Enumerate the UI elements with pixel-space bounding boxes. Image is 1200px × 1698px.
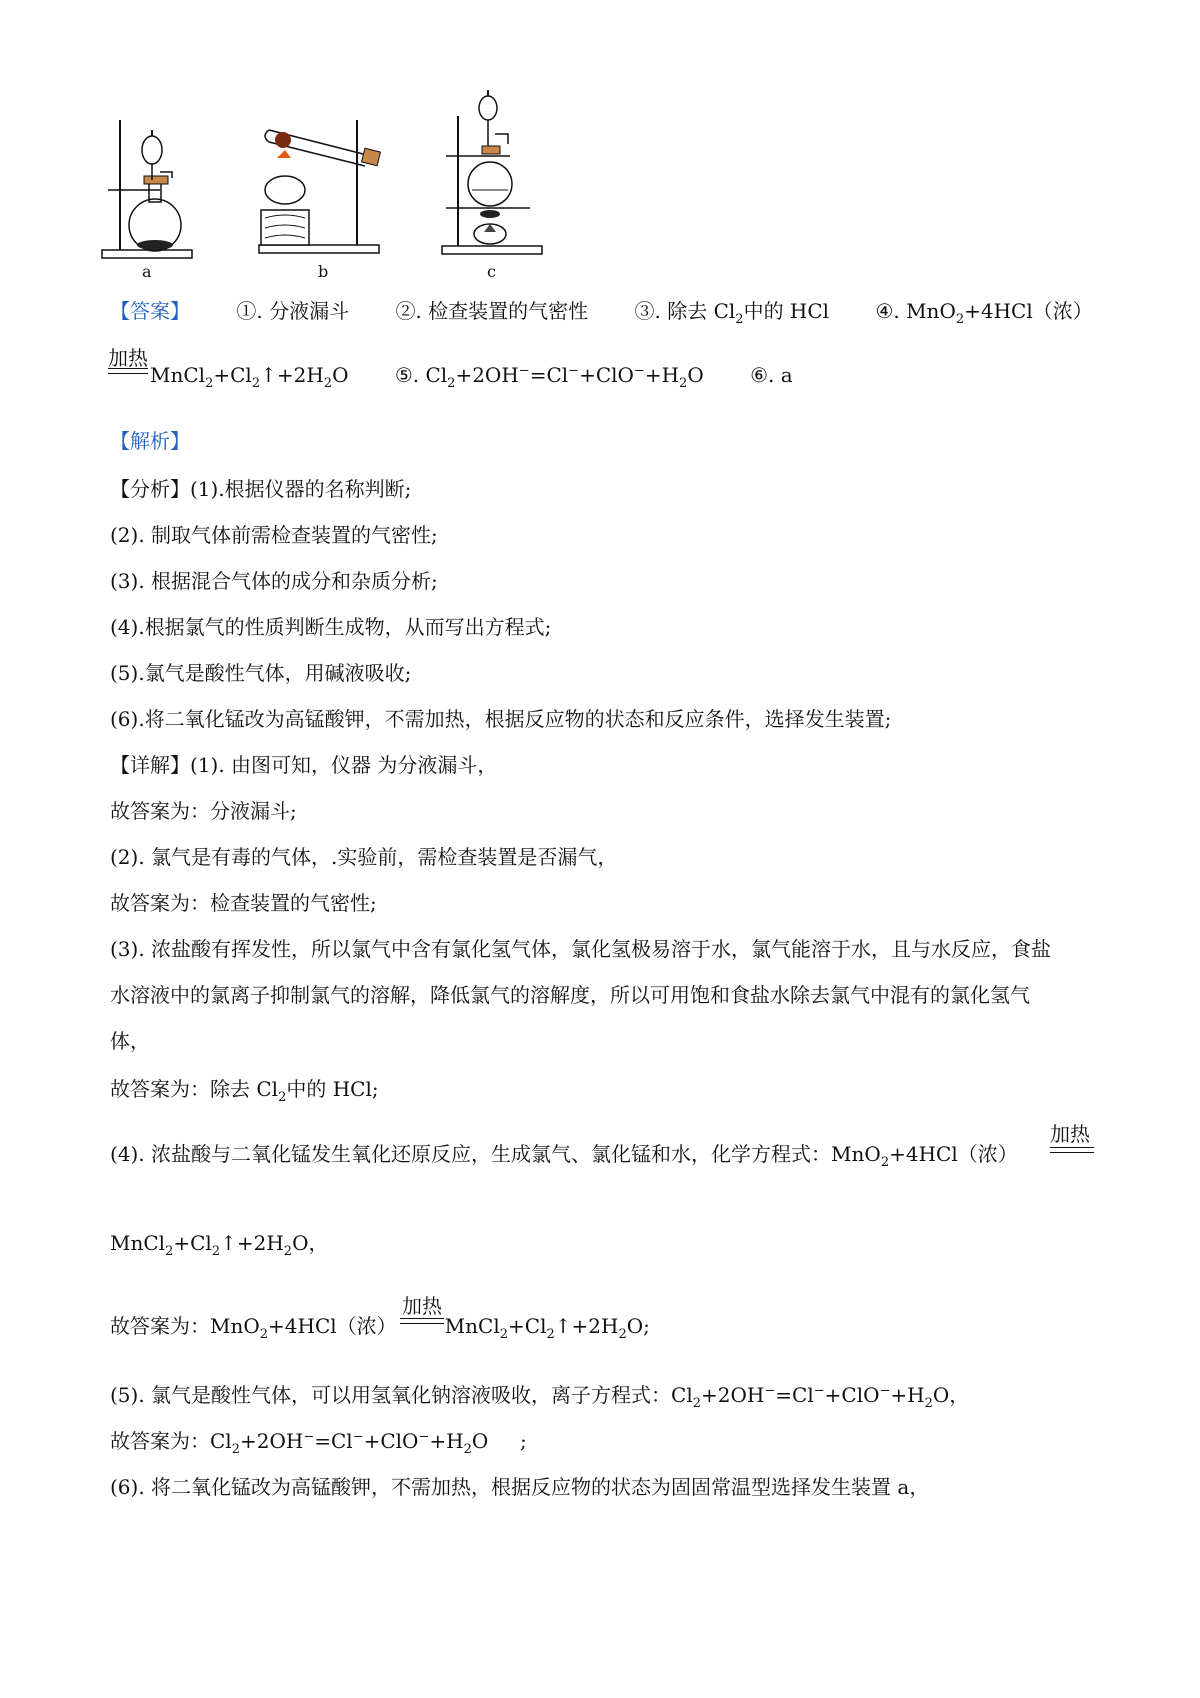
answer-tag: 【答案】 (110, 299, 190, 323)
answer-item-2: ②. 检查装置的气密性 (395, 299, 589, 323)
analysis-line-4: (4).根据氯气的性质判断生成物，从而写出方程式; (110, 615, 552, 639)
answer-item-4b: +4HCl（浓） (964, 299, 1093, 323)
detail-line-7: 体， (110, 1029, 150, 1053)
detail-line-14: (6). 将二氧化锰改为高锰酸钾，不需加热，根据反应物的状态为固固常温型选择发生装置 a， (110, 1475, 930, 1499)
analysis-line-1: 【分析】(1).根据仪器的名称判断; (110, 477, 412, 501)
detail-line-13: 故答案为：$Cl_2+2OH^-=Cl^-+ClO^-+H_2O$ ; (110, 1429, 527, 1457)
answer-item-1: ①. 分液漏斗 (236, 299, 350, 323)
detail-line-8: 故答案为：除去 $Cl_2$中的 HCl; (110, 1077, 379, 1105)
analysis-tag: 【解析】 (110, 429, 190, 453)
figure-label-c: c (487, 262, 496, 281)
detail-line-5: (3). 浓盐酸有挥发性，所以氯气中含有氯化氢气体，氯化氢极易溶于水，氯气能溶于水，且与水反应，食盐 (110, 937, 1052, 961)
apparatus-a-figure (100, 100, 200, 280)
answer-item-3a: ③. 除去 Cl (634, 299, 736, 323)
detail-equation-sign-2 (400, 1318, 444, 1324)
detail-equation-sign-1 (1050, 1147, 1094, 1153)
detail-heating-condition-1: 加热 (1050, 1122, 1090, 1146)
detail-line-4: 故答案为：检查装置的气密性; (110, 891, 377, 915)
apparatus-b-figure (255, 100, 395, 260)
answer-heating-condition: 加热 (108, 346, 148, 370)
answer-equation-sign (108, 368, 148, 374)
figure-label-b: b (318, 262, 329, 281)
figure-label-a: a (142, 262, 152, 281)
analysis-line-5: (5).氯气是酸性气体，用碱液吸收; (110, 661, 412, 685)
detail-line-9: (4). 浓盐酸与二氧化锰发生氧化还原反应，生成氯气、氯化锰和水，化学方程式：MnO$_2$+4HCl（浓） (110, 1142, 1018, 1170)
detail-line-3: (2). 氯气是有毒的气体，.实验前，需检查装置是否漏气， (110, 845, 618, 869)
detail-line-10: $MnCl_2+Cl_2↑+2H_2O$， (110, 1231, 329, 1259)
detail-line-12: (5). 氯气是酸性气体，可以用氢氧化钠溶液吸收，离子方程式：$Cl_2+2OH^-=Cl^-+ClO^-+H_2O$， (110, 1383, 970, 1411)
detail-line-1: 【详解】(1). 由图可知，仪器 为分液漏斗， (110, 753, 498, 777)
analysis-line-6: (6).将二氧化锰改为高锰酸钾，不需加热，根据反应物的状态和反应条件，选择发生装置; (110, 707, 892, 731)
detail-line-11: 故答案为：MnO$_2$+4HCl（浓） $MnCl_2+Cl_2↑+2H_2O$; (110, 1314, 650, 1342)
answer-equation-row: $MnCl_2+Cl_2↑+2H_2O$ ⑤. $Cl_2+2OH^-=Cl^-+ClO^-+H_2O$ ⑥. a (150, 363, 793, 391)
detail-line-2: 故答案为：分液漏斗; (110, 799, 297, 823)
analysis-line-3: (3). 根据混合气体的成分和杂质分析; (110, 569, 438, 593)
detail-heating-condition-2: 加热 (402, 1294, 442, 1318)
answer-row: 【答案】 ①. 分液漏斗 ②. 检查装置的气密性 ③. 除去 $Cl_2$中的 HCl ④. MnO$_2$+4HCl（浓） (110, 299, 1093, 327)
detail-line-6: 水溶液中的氯离子抑制氯气的溶解，降低氯气的溶解度，所以可用饱和食盐水除去氯气中混有的氯化氢气 (110, 983, 1030, 1007)
answer-item-4a: ④. MnO (875, 299, 956, 323)
apparatus-c-figure (440, 86, 550, 261)
answer-item-3b: 中的 HCl (743, 299, 830, 323)
analysis-line-2: (2). 制取气体前需检查装置的气密性; (110, 523, 438, 547)
